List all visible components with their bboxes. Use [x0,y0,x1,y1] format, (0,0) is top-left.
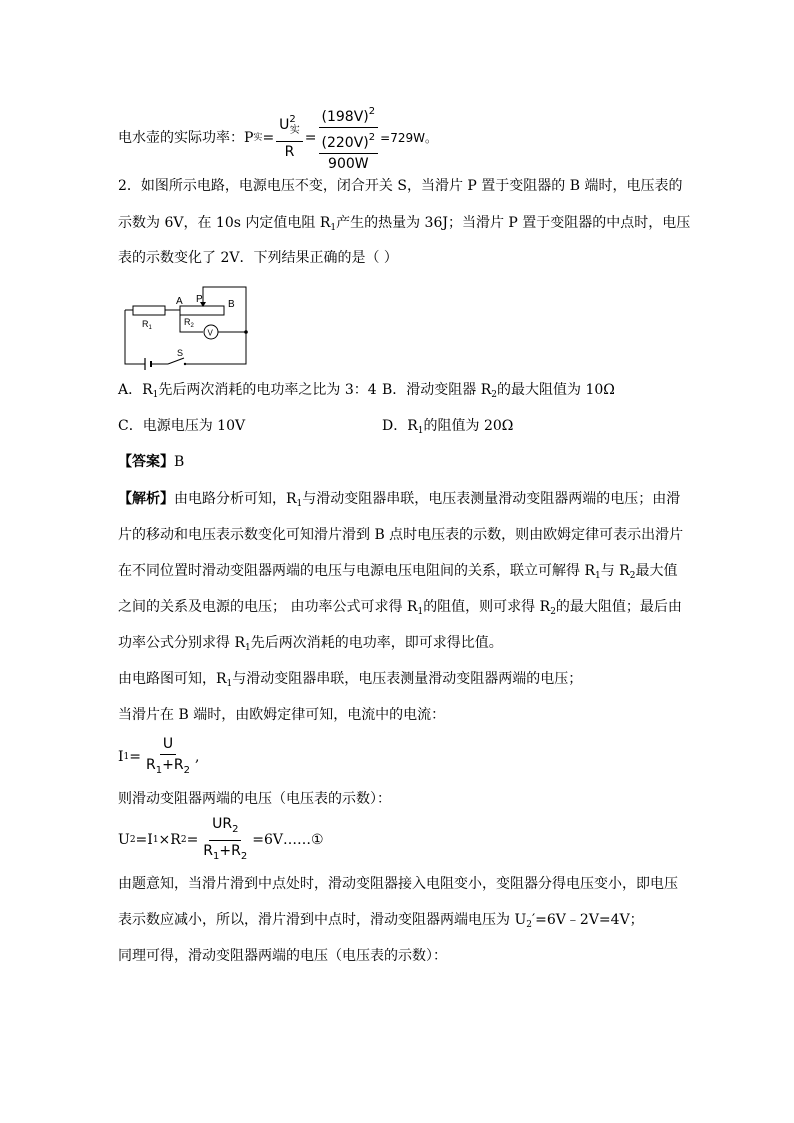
answer-label: 【答案】 [118,454,174,470]
compound-fraction [319,102,379,174]
analysis-line-5: 功率公式分别求得 $R_1$先后两次消耗的电功率，即可求得比值。 [118,635,503,653]
question-line-2: 示数为 6V，在 10s 内定值电阻 $R_1$产生的热量为 36J；当滑片 P 置于变阻器的中点时，电压 [118,215,691,233]
label-a: A [176,296,183,307]
body-para-1: 由电路图可知，$R_1$与滑动变阻器串联，电压表测量滑动变阻器两端的电压； [118,671,583,689]
junction-dot [244,330,248,334]
resistor-r1 [133,306,165,315]
u-squared: $U^2_实$ [276,110,303,142]
question-line-3: 表的示数变化了 2V．下列结果正确的是（ ） [118,250,398,266]
switch-blade [168,358,184,364]
answer-value: B [174,454,185,470]
power-prefix: 电水壶的实际功率：P [118,130,254,146]
switch-contact [184,363,186,365]
option-d: D．$R_1$的阻值为 20Ω [382,418,514,436]
r-denominator: R [284,144,295,160]
equation-1: I 1 = $\frac{U}{R_1+R_2}$ , [118,735,199,779]
option-b: B．滑动变阻器 $R_2$的最大阻值为 10Ω [382,382,615,400]
option-a: A．$R_1$先后两次消耗的电功率之比为 3：4 [118,382,377,400]
body-para-4: 由题意知，当滑片滑到中点处时，滑动变阻器接入电阻变小，变阻器分得电压变小，即电压 [118,876,678,892]
body-para-5: 表示数应减小，所以，滑片滑到中点时，滑动变阻器两端电压为 $U_2'=6V﹣2V=4V$； [118,912,644,930]
label-r2: $R_2$ [184,317,194,329]
circuit-diagram [118,282,258,372]
analysis-line-3: 在不同位置时滑动变阻器两端的电压与电源电压电阻间的关系，联立可解得 $R_1$与 $R_2$最大值 [118,563,678,581]
denominator-900w: 900W [328,156,369,172]
power-equals: = [262,130,275,146]
power-result: =729W。 [380,131,437,145]
power-formula-line [118,106,437,172]
analysis-label: 【解析】 [118,491,174,507]
u2-over-r-fraction [276,110,303,162]
question-line-1: 2．如图所示电路，电源电压不变，闭合开关 S，当滑片 P 置于变阻器的 B 端时，电压表的 [118,178,683,194]
answer-line [118,452,184,472]
body-para-6: 同理可得，滑动变阻器两端的电压（电压表的示数）： [118,948,447,964]
option-c: C．电源电压为 10V [118,418,246,434]
equation-2: U 2 =I 1 ×R 2 = $\frac{UR_2}{R_1+R_2}$ =6V……① [118,817,324,863]
resistor-r2 [180,306,224,315]
eq1-fraction: $\frac{U}{R_1+R_2}$ [146,735,190,776]
label-s: S [177,348,184,358]
inner-fraction [319,128,379,174]
analysis-line-4: 之间的关系及电源的电压； 由功率公式可求得 $R_1$的阻值，则可求得 $R_2$的最大阻值；最后由 [118,599,682,617]
eq2-fraction: $\frac{UR_2}{R_1+R_2}$ [203,815,248,862]
power-subscript: 实 [253,133,263,143]
label-p: P [196,294,203,305]
analysis-line-2: 片的移动和电压表示数变化可知滑片滑到 B 点时电压表的示数，则由欧姆定律可表示出滑片 [118,527,684,543]
numerator-198v: $(198V)^2$ [319,102,379,128]
body-para-3: 则滑动变阻器两端的电压（电压表的示数）： [118,791,391,807]
analysis-line-1: 【解析】由电路分析可知，$R_1$与滑动变阻器串联，电压表测量滑动变阻器两端的电压；由滑 [118,491,681,509]
power-equals-2: = [304,130,317,146]
label-v: V [207,328,213,338]
body-para-2: 当滑片在 B 端时，由欧姆定律可知，电流中的电流： [118,707,446,723]
denominator-220v: $(220V)^2$ [319,128,379,154]
label-r1: $R_1$ [142,319,152,331]
label-b: B [228,299,235,310]
